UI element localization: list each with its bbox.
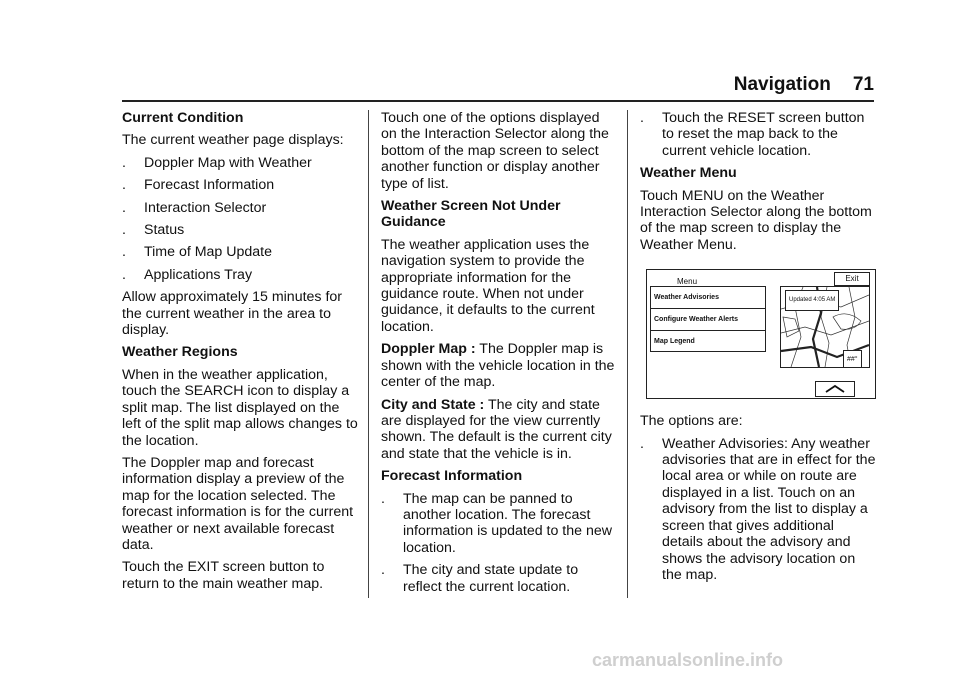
- screen-menu-item: Map Legend: [654, 338, 695, 346]
- paragraph: The weather application uses the navigation system to provide the appropriate information for the guidance route. When not under guidance, it defaults to the current location.: [381, 236, 595, 335]
- list-item-text: Applications Tray: [144, 266, 253, 283]
- bullet: .: [640, 435, 644, 452]
- bullet: .: [381, 490, 385, 507]
- weather-menu-screen-illustration: [646, 269, 876, 399]
- map-updated-badge: Updated 4:05 AM: [785, 290, 839, 310]
- screen-menu-item: Weather Advisories: [651, 287, 765, 309]
- map-temperature-badge: ##°: [843, 350, 862, 368]
- bullet: .: [122, 199, 126, 216]
- screen-menu-item: Configure Weather Alerts: [651, 309, 765, 331]
- page-number: 71: [852, 74, 874, 95]
- paragraph: Touch MENU on the Weather Interaction Selector along the bottom of the map screen to display the Weather Menu.: [640, 187, 872, 253]
- screen-exit-button: Exit: [834, 272, 870, 286]
- column-3: [640, 110, 876, 589]
- list-item-text: The city and state update to reflect the current location.: [403, 562, 579, 595]
- paragraph: The current weather page displays:: [122, 132, 344, 149]
- list-item: [122, 244, 358, 260]
- term-doppler-map: Doppler Map :: [381, 341, 476, 358]
- screen-menu-title: Menu: [677, 277, 698, 287]
- paragraph: Allow approximately 15 minutes for the current weather in the area to display.: [122, 289, 343, 339]
- heading-current-condition: Current Condition: [122, 110, 244, 126]
- list-item-text: Time of Map Update: [144, 244, 273, 261]
- definition-doppler-map: The Doppler map is shown with the vehicle location in the center of the map.: [381, 341, 615, 391]
- list-item: [122, 267, 358, 283]
- list-item-text: Doppler Map with Weather: [144, 154, 312, 171]
- paragraph: The options are:: [640, 413, 743, 430]
- bullet: .: [122, 177, 126, 194]
- definition-city-state: The city and state are displayed for the view currently shown. The default is the current city and state that the vehicle is in.: [381, 396, 612, 462]
- list-item-text: Status: [144, 222, 185, 239]
- list-item: [122, 200, 358, 216]
- paragraph: The Doppler map and forecast information display a preview of the map for the location selected. The forecast information is for the current weather or next available forecast data.: [122, 454, 354, 553]
- paragraph: Touch the EXIT screen button to return to the main weather map.: [122, 559, 325, 592]
- list-item: [640, 436, 876, 584]
- list-item-text: Weather Advisories: Any weather advisories that are in effect for the local area or while on route are displayed in a list. Touch on an advisory from the list to display a screen that gives additional details about the advisory and shows the advisory location on the map.: [662, 435, 876, 583]
- section-title: Navigation: [733, 74, 831, 95]
- column-1: [122, 110, 358, 598]
- list-item: [122, 222, 358, 238]
- list-item: [640, 110, 876, 159]
- bullet: .: [122, 222, 126, 239]
- column-divider-2: [627, 110, 628, 598]
- heading-weather-regions: Weather Regions: [122, 344, 238, 361]
- list-item-text: Touch the RESET screen button to reset the map back to the current vehicle location.: [662, 110, 865, 159]
- heading-forecast-information: Forecast Information: [381, 468, 523, 485]
- heading-not-under-guidance: Weather Screen Not Under Guidance: [381, 198, 561, 231]
- term-city-state: City and State :: [381, 396, 485, 413]
- page-header: [734, 74, 874, 96]
- screen-map-preview: [780, 286, 870, 368]
- header-rule: [122, 100, 874, 102]
- bullet: .: [381, 562, 385, 579]
- screen-menu-list: [650, 286, 766, 352]
- paragraph: When in the weather application, touch the SEARCH icon to display a split map. The list displayed on the left of the split map allows changes to the location.: [122, 366, 358, 449]
- bullet: .: [640, 110, 644, 126]
- column-2: [381, 110, 616, 601]
- chevron-up-icon: [816, 382, 854, 396]
- list-item: [381, 491, 616, 557]
- list-item-text: Forecast Information: [144, 177, 275, 194]
- paragraph-city-state: [381, 397, 616, 463]
- list-item: [381, 562, 616, 595]
- list-item-text: Interaction Selector: [144, 199, 267, 216]
- bullet: .: [122, 266, 126, 283]
- bullet: .: [122, 154, 126, 171]
- heading-weather-menu: Weather Menu: [640, 165, 737, 182]
- paragraph: Touch one of the options displayed on the Interaction Selector along the bottom of the map screen to select another function or display another type of list.: [381, 110, 609, 192]
- screen-up-button: [815, 381, 855, 397]
- watermark: carmanualsonline.info: [592, 650, 784, 670]
- list-item: [122, 177, 358, 193]
- list-item-text: The map can be panned to another location. The forecast information is updated to the new location.: [403, 490, 613, 556]
- column-divider-1: [368, 110, 369, 598]
- paragraph-doppler-map: [381, 341, 616, 390]
- bullet: .: [122, 244, 126, 261]
- list-item: [122, 155, 358, 171]
